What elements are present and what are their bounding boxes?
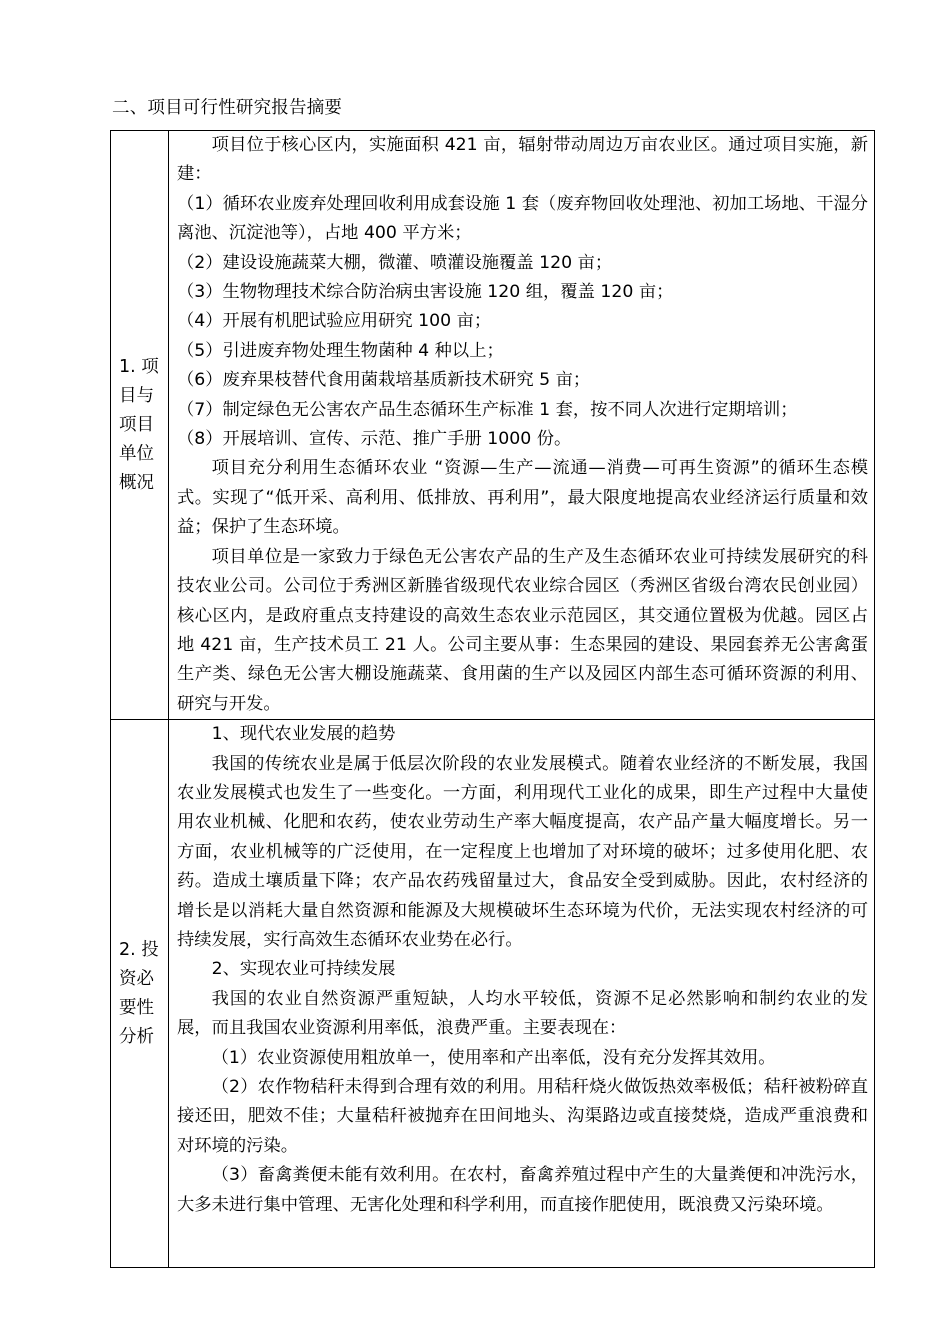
paragraph: （4）开展有机肥试验应用研究 100 亩； xyxy=(177,311,492,332)
paragraph: （1）农业资源使用粗放单一，使用率和产出率低，没有充分发挥其效用。 xyxy=(211,1047,776,1068)
paragraph: 项目位于核心区内，实施面积 421 亩，辐射带动周边万亩农业区。通过项目实施，新建： xyxy=(177,135,868,185)
row-label: 1. 项目与项目单位概况 xyxy=(119,356,159,493)
row-content-cell xyxy=(169,720,875,1268)
paragraph: （2）建设设施蔬菜大棚，微灌、喷灌设施覆盖 120 亩； xyxy=(177,252,613,273)
paragraph: （6）废弃果枝替代食用菌栽培基质新技术研究 5 亩； xyxy=(177,370,591,391)
paragraph: 项目充分利用生态循环农业 “资源—生产—流通—消费—可再生资源”的循环生态模式。实现了“低开采、高利用、低排放、再利用”，最大限度地提高农业经济运行质量和效益；保护了生态环境。 xyxy=(177,458,868,538)
summary-table xyxy=(110,130,875,1268)
table-row-project-overview xyxy=(111,131,875,720)
paragraph: （1）循环农业废弃处理回收利用成套设施 1 套（废弃物回收处理池、初加工场地、干湿分离池、沉淀池等），占地 400 平方米； xyxy=(177,193,868,244)
paragraph: （3）畜禽粪便未能有效利用。在农村，畜禽养殖过程中产生的大量粪便和冲洗污水，大多未进行集中管理、无害化处理和科学利用，而直接作肥使用，既浪费又污染环境。 xyxy=(177,1165,868,1215)
row-label-cell xyxy=(111,720,169,1268)
paragraph: （2）农作物秸秆未得到合理有效的利用。用秸秆烧火做饭热效率极低；秸秆被粉碎直接还田，肥效不佳；大量秸秆被抛弃在田间地头、沟渠路边或直接焚烧，造成严重浪费和对环境的污染。 xyxy=(177,1077,868,1156)
row-label-cell xyxy=(111,131,169,720)
paragraph: （5）引进废弃物处理生物菌种 4 种以上； xyxy=(177,340,504,361)
paragraph: 我国的传统农业是属于低层次阶段的农业发展模式。随着农业经济的不断发展，我国农业发展模式也发生了一些变化。一方面，利用现代工业化的成果，即生产过程中大量使用农业机械、化肥和农药，使农业劳动生产率大幅度提高，农产品产量大幅度增长。另一方面，农业机械等的广泛使用，在一定程度上也增加了对环境的破坏；过多使用化肥、农药。造成土壤质量下降；农产品农药残留量过大，食品安全受到威胁。因此，农村经济的增长是以消耗大量自然资源和能源及大规模破坏生态环境为代价，无法实现农村经济的可持续发展，实行高效生态循环农业势在必行。 xyxy=(177,753,868,950)
table-row-investment-analysis xyxy=(111,720,875,1268)
paragraph: （7）制定绿色无公害农产品生态循环生产标准 1 套，按不同人次进行定期培训； xyxy=(177,399,798,420)
subheading: 2、实现农业可持续发展 xyxy=(211,959,396,980)
paragraph: 项目单位是一家致力于绿色无公害农产品的生产及生态循环农业可持续发展研究的科技农业公司。公司位于秀洲区新塍省级现代农业综合园区（秀洲区省级台湾农民创业园）核心区内，是政府重点支持建设的高效生态农业示范园区，其交通位置极为优越。园区占地 421 亩，生产技术员工 21 人。公司主要从事：生态果园的建设、果园套养无公害禽蛋生产类、绿色无公害大棚设施蔬菜、食用菌的生产以及园区内部生态可循环资源的利用、研究与开发。 xyxy=(177,546,868,714)
subheading: 1、现代农业发展的趋势 xyxy=(211,724,396,745)
paragraph: （8）开展培训、宣传、示范、推广手册 1000 份。 xyxy=(177,429,572,450)
row-content-cell xyxy=(169,131,875,720)
row-label: 2. 投资必要性分析 xyxy=(119,939,159,1047)
paragraph: （3）生物物理技术综合防治病虫害设施 120 组，覆盖 120 亩； xyxy=(177,282,674,303)
section-title: 二、项目可行性研究报告摘要 xyxy=(112,98,343,118)
paragraph: 我国的农业自然资源严重短缺，人均水平较低，资源不足必然影响和制约农业的发展，而且我国农业资源利用率低，浪费严重。主要表现在： xyxy=(177,988,868,1039)
